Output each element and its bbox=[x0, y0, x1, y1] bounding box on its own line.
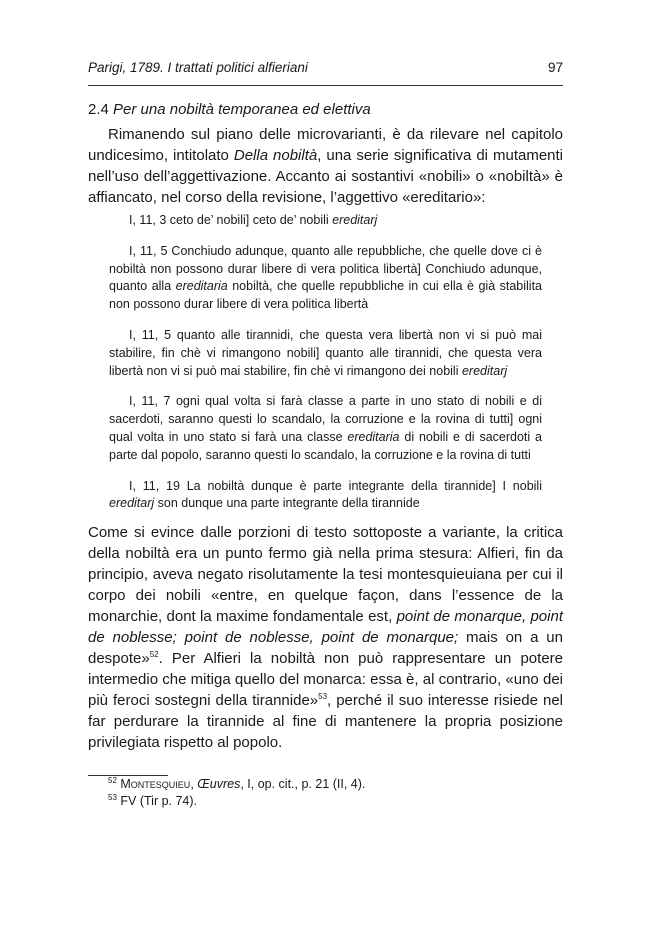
text-run: nobiltà, che quelle repubbliche in cui ella è già stabilita non possono durar libere di vera politica libertà bbox=[109, 279, 542, 312]
quote-1 bbox=[109, 212, 542, 230]
text-run: , I, op. cit., p. 21 (II, 4). bbox=[240, 777, 366, 792]
variant-quotes bbox=[109, 212, 542, 513]
footnote-number: 53 bbox=[108, 793, 117, 802]
quote-2 bbox=[109, 243, 542, 314]
footnote-ref-53[interactable]: 53 bbox=[318, 692, 328, 702]
text-run: di nobili e di sacerdoti a parte dal popolo, saranno questi lo scandalo, la corruzione e la rovina di tutti bbox=[109, 429, 542, 462]
footnote-author: Montesquieu bbox=[120, 777, 191, 792]
paragraph-intro bbox=[88, 124, 563, 208]
text-run: , bbox=[190, 777, 198, 792]
footnote-number: 52 bbox=[108, 776, 117, 785]
running-title: Parigi, 1789. I trattati politici alfieriani bbox=[88, 60, 308, 75]
paragraph-analysis bbox=[88, 522, 563, 753]
text-run: Come si evince dalle porzioni di testo sottoposte a variante, la critica della nobiltà era un punto fermo già nella prima stesura: Alfieri, fin da principio, aveva negato risolutamente la tesi montesquieuiana per cui il corpo dei nobili «entre, en quelque façon, dans l’essence de la monarchie, dont la maxime fondamentale est, bbox=[88, 524, 563, 626]
page-number: 97 bbox=[547, 60, 563, 75]
section-title: Per una nobiltà temporanea ed elettiva bbox=[113, 101, 371, 118]
footnote-text: FV (Tir p. 74). bbox=[120, 794, 198, 809]
french-quote: point de monarque, point de noblesse; point de noblesse, point de monarque; bbox=[88, 608, 563, 647]
variant-word: ereditaria bbox=[347, 429, 400, 444]
variant-word: ereditarj bbox=[332, 213, 378, 227]
text-run: mais on a un despote» bbox=[88, 629, 563, 668]
section-number: 2.4 bbox=[88, 101, 109, 118]
text-run: , una serie significativa di mutamenti nell’uso dell’aggettivazione. Accanto ai sostantivi «nobili» o «nobiltà» è affiancato, nel corso della revisione, l’aggettivo «ereditario»: bbox=[88, 147, 564, 206]
variant-word: ereditaria bbox=[175, 279, 228, 294]
text-run: , perché il suo interesse risiede nel far perdurare la tirannide al fine di mantenere la propria posizione privilegiata rispetto al popolo. bbox=[88, 692, 563, 752]
footnote-ref-52[interactable]: 52 bbox=[149, 650, 159, 660]
document-page bbox=[88, 60, 563, 810]
text-run: son dunque una parte integrante della tirannide bbox=[154, 496, 420, 511]
footnote-52 bbox=[108, 776, 563, 793]
footnote-work: Œuvres bbox=[197, 777, 241, 792]
running-header bbox=[88, 60, 563, 82]
variant-word: ereditarj bbox=[109, 496, 155, 511]
variant-word: ereditarj bbox=[461, 363, 508, 378]
text-run: Rimanendo sul piano delle microvarianti, è da rilevare nel capitolo undicesimo, intitolato bbox=[88, 126, 563, 164]
text-run: I, 11, 5 Conchiudo adunque, quanto alle repubbliche, che quelle dove ci è nobiltà non possono durar libere di vera politica libertà] Conchiudo adunque, quanto alla bbox=[109, 243, 542, 294]
quote-5 bbox=[109, 478, 542, 514]
text-run: I, 11, 5 quanto alle tirannidi, che questa vera libertà non vi si può mai stabilire, fin chè vi rimangono nobili] quanto alle tirannidi, che questa vera libertà non vi si può mai stabilire, fin chè vi rimangono dei nobili bbox=[109, 327, 542, 378]
quote-3 bbox=[109, 327, 542, 380]
text-run: . Per Alfieri la nobiltà non può rappresentare un potere intermedio che mitiga quello del monarca: essa è, al contrario, «uno dei più feroci sostegni della tirannide» bbox=[88, 650, 563, 710]
text-run: I, 11, 3 ceto de’ nobili] ceto de’ nobili bbox=[129, 213, 333, 227]
header-rule bbox=[88, 85, 563, 86]
section-heading bbox=[88, 100, 563, 120]
text-run: I, 11, 19 La nobiltà dunque è parte integrante della tirannide] I nobili bbox=[129, 478, 542, 493]
chapter-title: Della nobiltà bbox=[233, 147, 318, 164]
footnote-53 bbox=[108, 793, 563, 810]
text-run: I, 11, 7 ogni qual volta si farà classe a parte in uno stato di nobili e di sacerdoti, saranno questi lo scandalo, la corruzione e la rovina di tutti] ogni qual volta in uno stato si farà una classe bbox=[109, 394, 542, 444]
quote-4 bbox=[109, 393, 542, 464]
